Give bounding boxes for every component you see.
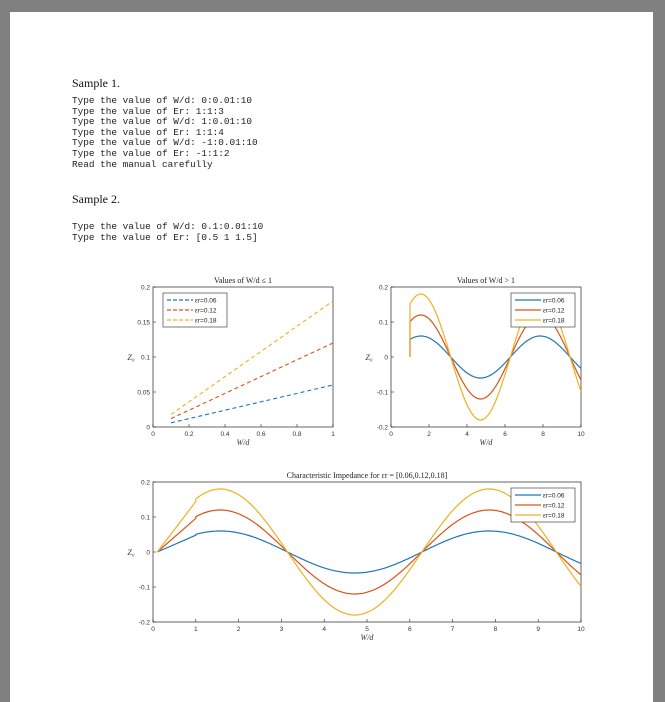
sample1-line: Read the manual carefully [72,158,213,170]
sample1-line: Type the value of Er: 1:1:4 [72,126,224,138]
x-tick-label: 2 [427,431,431,438]
y-tick-label: 0.15 [137,319,150,327]
legend [511,293,575,327]
legend [163,293,227,327]
sample2-line: Type the value of Er: [0.5 1 1.5] [72,231,258,243]
x-tick-label: 0.6 [256,431,266,438]
chart-title: Values of W/d ≤ 1 [213,276,273,285]
x-tick-label: 8 [541,431,545,438]
chart-2 [365,276,585,447]
legend-label: εr=0.18 [543,317,565,325]
x-tick-label: 1 [193,626,198,633]
legend-label: εr=0.06 [195,297,217,305]
legend-label: εr=0.18 [195,317,217,325]
x-tick-label: 0 [151,626,155,633]
legend-label: εr=0.06 [543,297,565,305]
legend-label: εr=0.06 [543,492,565,500]
y-tick-label: 0.2 [140,479,150,487]
x-tick-label: 3 [279,626,284,633]
x-axis-label: W/d [479,438,493,447]
x-tick-label: 4 [322,626,327,633]
x-tick-label: 4 [465,431,469,438]
y-tick-label: -0.2 [138,619,150,627]
y-tick-label: 0.1 [140,514,150,522]
y-tick-label: 0.05 [137,389,150,397]
x-tick-label: 6 [407,626,412,633]
sample1-line: Type the value of W/d: 0:0.01:10 [72,95,253,106]
sample2-line: Type the value of W/d: 0.1:0.01:10 [72,221,264,232]
y-tick-label: 0.2 [140,284,150,292]
y-axis-label: Z₀ [127,353,135,362]
x-tick-label: 0.4 [220,431,230,438]
x-tick-label: 2 [236,626,241,633]
chart-title: Values of W/d > 1 [456,276,516,285]
y-tick-label: -0.1 [138,584,150,592]
chart-title: Characteristic Impedance for εr = [0.06,0.12,0.18] [286,471,448,480]
y-tick-label: -0.2 [376,424,388,432]
y-tick-label: 0 [146,549,150,557]
legend-label: εr=0.12 [195,307,217,315]
y-axis-label: Z₀ [127,548,135,557]
legend-label: εr=0.12 [543,502,565,510]
sample1-line: Type the value of Er: -1:1:2 [72,147,230,159]
y-tick-label: 0.2 [378,284,388,292]
sample1-heading: Sample 1. [72,76,120,90]
chart-1 [127,276,335,447]
y-tick-label: 0.1 [140,354,150,362]
legend-label: εr=0.18 [543,512,565,520]
sample1-line: Type the value of Er: 1:1:3 [72,105,224,117]
sample2-heading: Sample 2. [72,192,120,206]
y-tick-label: 0 [146,424,150,432]
sample1-line: Type the value of W/d: -1:0.01:10 [72,137,258,149]
legend [511,488,575,522]
sample1-line: Type the value of W/d: 1:0.01:10 [72,116,253,128]
x-tick-label: 9 [536,626,541,633]
x-tick-label: 5 [365,626,369,633]
x-tick-label: 6 [503,431,507,438]
x-tick-label: 0 [389,431,393,438]
y-axis-label: Z₀ [365,353,373,362]
x-tick-label: 7 [450,626,455,633]
x-tick-label: 10 [577,626,585,633]
x-tick-label: 1 [331,431,335,438]
x-tick-label: 0.8 [292,431,302,438]
x-tick-label: 10 [577,431,585,438]
y-tick-label: -0.1 [376,389,388,397]
y-tick-label: 0 [384,354,388,362]
chart-3 [127,471,585,642]
y-tick-label: 0.1 [378,319,388,327]
legend-label: εr=0.12 [543,307,565,315]
x-axis-label: W/d [360,633,374,642]
x-axis-label: W/d [236,438,250,447]
x-tick-label: 8 [493,626,498,633]
x-tick-label: 0.2 [184,431,194,438]
x-tick-label: 0 [151,431,155,438]
